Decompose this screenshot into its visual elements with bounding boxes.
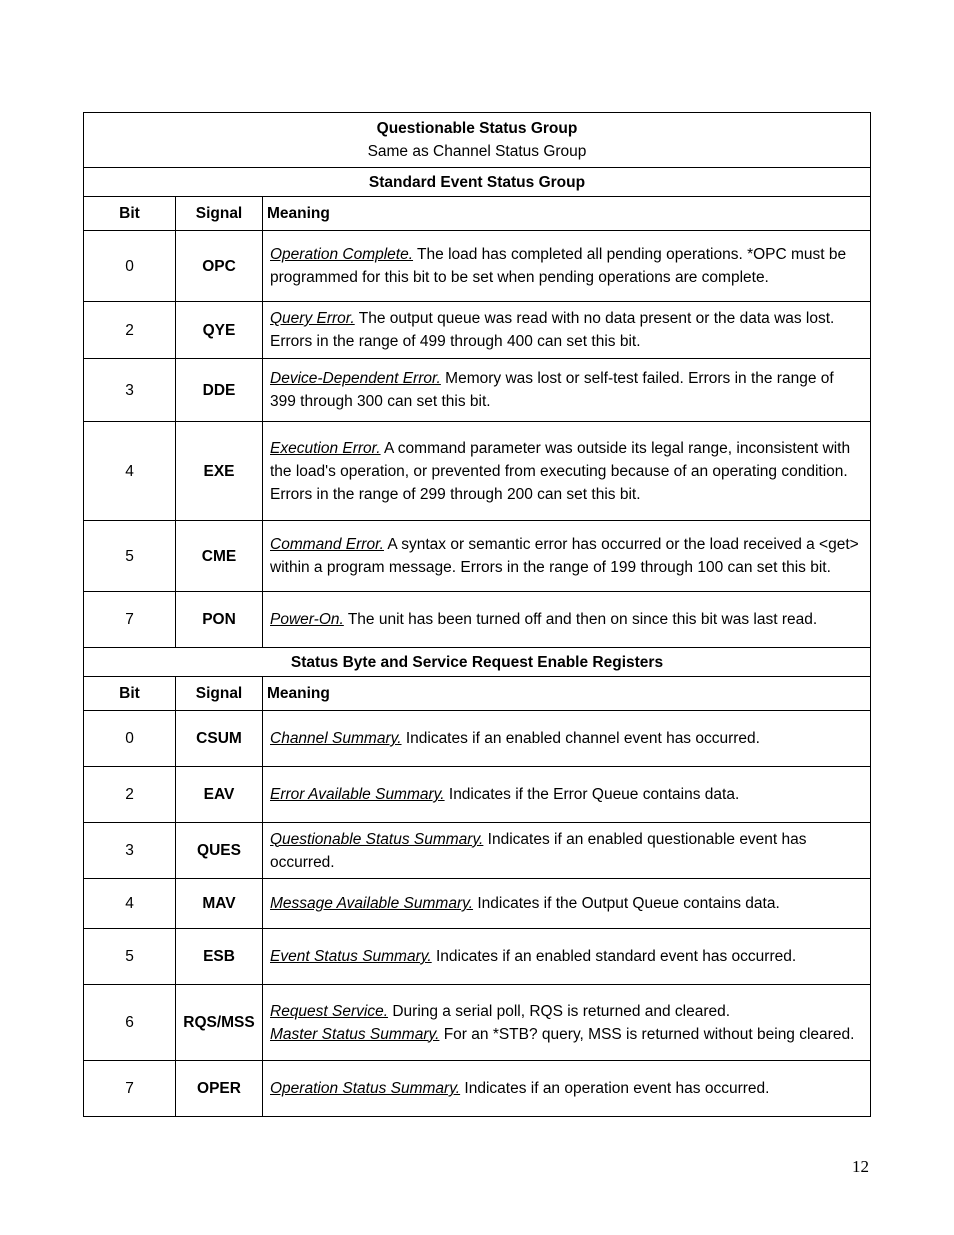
column-header-bit: Bit	[84, 677, 176, 711]
page-number: 12	[852, 1157, 869, 1176]
meaning-term: Power-On.	[270, 611, 344, 628]
meaning-term: Device-Dependent Error.	[270, 370, 441, 387]
meaning-text	[263, 359, 871, 422]
table-row	[84, 1061, 871, 1117]
signal-name: QYE	[176, 302, 263, 359]
column-header-meaning: Meaning	[263, 197, 871, 231]
meaning-term: Command Error.	[270, 536, 384, 553]
column-header-row	[84, 677, 871, 711]
bit-value: 7	[84, 1061, 176, 1117]
signal-name: PON	[176, 592, 263, 648]
signal-name: OPC	[176, 231, 263, 302]
table-row	[84, 711, 871, 767]
status-byte-title: Status Byte and Service Request Enable Registers	[84, 648, 871, 677]
bit-value: 3	[84, 823, 176, 879]
meaning-text	[263, 592, 871, 648]
table-row	[84, 302, 871, 359]
signal-name: EAV	[176, 767, 263, 823]
table-row	[84, 359, 871, 422]
section-title-row	[84, 168, 871, 197]
signal-name: CME	[176, 521, 263, 592]
signal-name: ESB	[176, 929, 263, 985]
meaning-description: Indicates if an enabled channel event has occurred.	[401, 730, 760, 747]
table-row	[84, 422, 871, 521]
column-header-signal: Signal	[176, 677, 263, 711]
questionable-group-row	[84, 113, 871, 168]
meaning-term: Master Status Summary.	[270, 1025, 440, 1043]
column-header-signal: Signal	[176, 197, 263, 231]
table-row	[84, 985, 871, 1061]
bit-value: 4	[84, 879, 176, 929]
status-register-table	[83, 112, 871, 1117]
meaning-term: Request Service.	[270, 1002, 389, 1020]
questionable-group-cell	[84, 113, 871, 168]
meaning-text	[263, 521, 871, 592]
meaning-description: The output queue was read with no data present or the data was lost. Errors in the range of 499 through 400 can set this bit.	[270, 310, 835, 350]
bit-value: 0	[84, 231, 176, 302]
bit-value: 5	[84, 521, 176, 592]
meaning-description: The unit has been turned off and then on since this bit was last read.	[343, 611, 818, 628]
meaning-text	[263, 929, 871, 985]
meaning-term: Event Status Summary.	[270, 948, 432, 965]
meaning-text	[263, 767, 871, 823]
bit-value: 7	[84, 592, 176, 648]
questionable-group-subtitle: Same as Channel Status Group	[367, 143, 587, 160]
table-row	[84, 592, 871, 648]
table-row	[84, 929, 871, 985]
meaning-term: Operation Status Summary.	[270, 1080, 461, 1097]
meaning-term: Query Error.	[270, 310, 355, 327]
table-row	[84, 521, 871, 592]
signal-name: QUES	[176, 823, 263, 879]
signal-name: MAV	[176, 879, 263, 929]
meaning-description: A command parameter was outside its legal range, inconsistent with the load's operation, or prevented from executing because of an operating condition. Errors in the range of 299 through 200 can set this bit.	[270, 439, 851, 503]
signal-name: RQS/MSS	[176, 985, 263, 1061]
bit-value: 6	[84, 985, 176, 1061]
signal-name: EXE	[176, 422, 263, 521]
meaning-text	[263, 879, 871, 929]
bit-value: 3	[84, 359, 176, 422]
meaning-line	[270, 1000, 863, 1023]
meaning-line	[270, 1023, 863, 1046]
bit-value: 0	[84, 711, 176, 767]
column-header-bit: Bit	[84, 197, 176, 231]
meaning-term: Execution Error.	[270, 439, 381, 457]
meaning-description: During a serial poll, RQS is returned and cleared.	[388, 1002, 731, 1020]
meaning-text	[263, 985, 871, 1061]
bit-value: 5	[84, 929, 176, 985]
meaning-term: Questionable Status Summary.	[270, 830, 484, 848]
meaning-description: Indicates if an enabled questionable event has occurred.	[270, 830, 807, 871]
meaning-text	[263, 422, 871, 521]
meaning-text	[263, 711, 871, 767]
meaning-description: A syntax or semantic error has occurred or the load received a <get> within a program message. Errors in the range of 199 through 100 can set this bit.	[270, 536, 859, 576]
table-row	[84, 767, 871, 823]
meaning-term: Channel Summary.	[270, 730, 402, 747]
table-row	[84, 879, 871, 929]
bit-value: 2	[84, 302, 176, 359]
bit-value: 4	[84, 422, 176, 521]
meaning-description: Indicates if an operation event has occurred.	[460, 1080, 770, 1097]
signal-name: CSUM	[176, 711, 263, 767]
meaning-term: Error Available Summary.	[270, 786, 445, 803]
meaning-text	[263, 823, 871, 879]
signal-name: OPER	[176, 1061, 263, 1117]
meaning-term: Operation Complete.	[270, 246, 414, 263]
meaning-description: Indicates if the Output Queue contains data.	[473, 895, 780, 912]
column-header-row	[84, 197, 871, 231]
standard-event-title: Standard Event Status Group	[84, 168, 871, 197]
meaning-description: Indicates if the Error Queue contains data.	[444, 786, 740, 803]
column-header-meaning: Meaning	[263, 677, 871, 711]
meaning-description: Memory was lost or self-test failed. Errors in the range of 399 through 300 can set this bit.	[270, 370, 834, 410]
section-title-row	[84, 648, 871, 677]
meaning-description: Indicates if an enabled standard event has occurred.	[431, 948, 797, 965]
signal-name: DDE	[176, 359, 263, 422]
meaning-text	[263, 1061, 871, 1117]
meaning-text	[263, 231, 871, 302]
table-row	[84, 231, 871, 302]
bit-value: 2	[84, 767, 176, 823]
meaning-description: For an *STB? query, MSS is returned without being cleared.	[439, 1025, 855, 1043]
meaning-text	[263, 302, 871, 359]
table-row	[84, 823, 871, 879]
meaning-term: Message Available Summary.	[270, 895, 474, 912]
meaning-description: The load has completed all pending operations. *OPC must be programmed for this bit to be set when pending operations are complete.	[270, 246, 847, 286]
questionable-group-title: Questionable Status Group	[376, 120, 578, 137]
